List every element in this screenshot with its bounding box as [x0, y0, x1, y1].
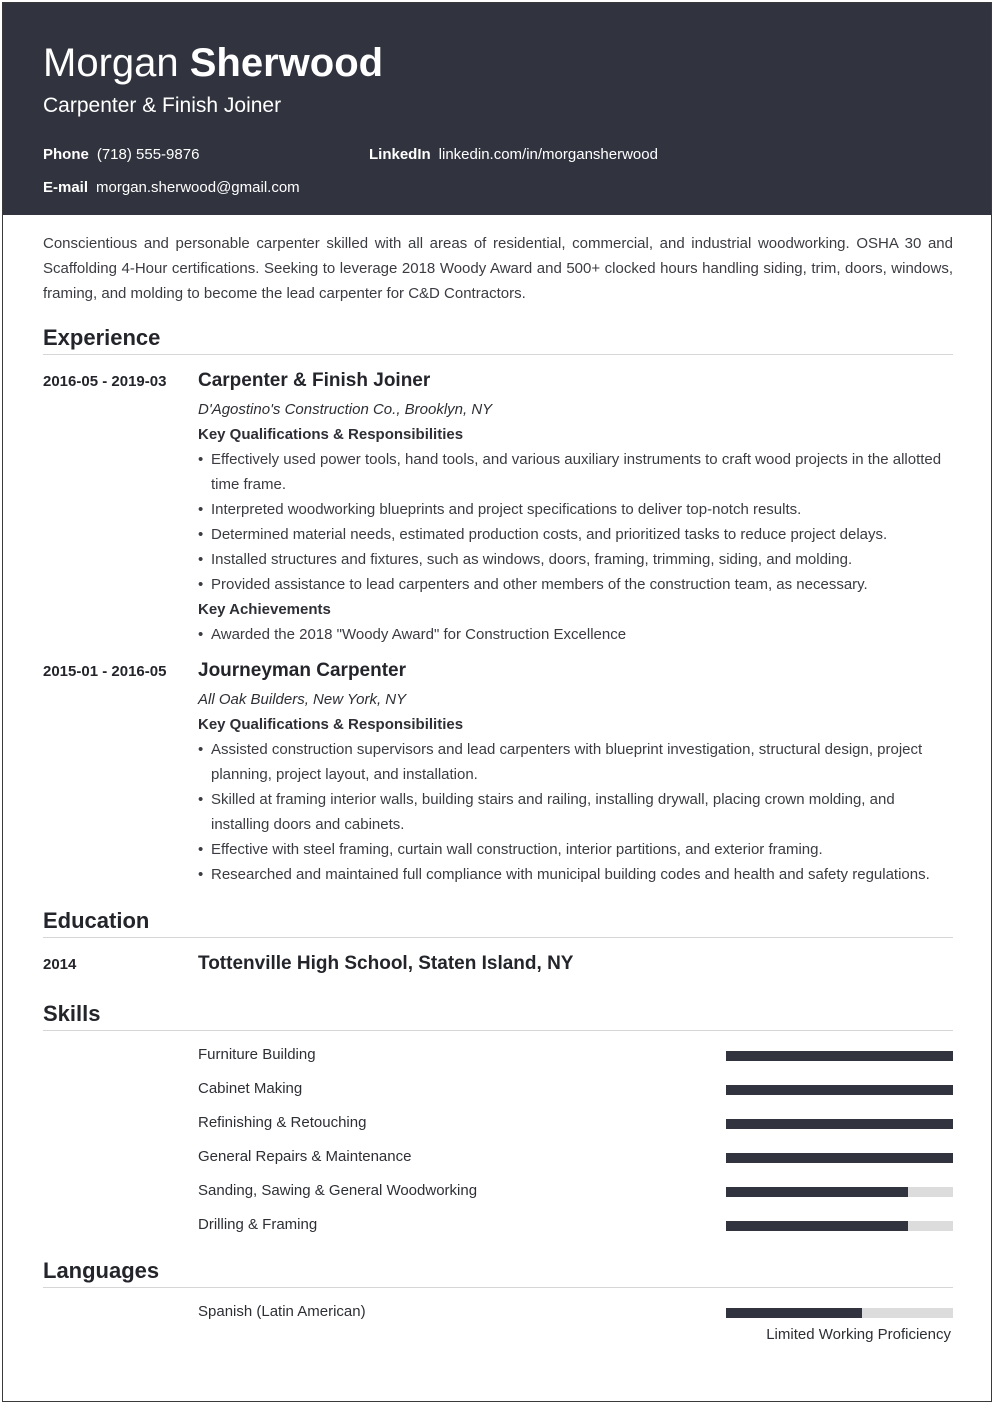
- job-entry: [198, 657, 953, 887]
- skill-name: Furniture Building: [198, 1046, 316, 1063]
- skill-name: Drilling & Framing: [198, 1216, 318, 1233]
- job-title: Journeyman Carpenter: [198, 660, 407, 681]
- list-item: • Provided assistance to lead carpenters and other members of the construction team, as necessary.: [198, 572, 953, 597]
- skill-row: [198, 1113, 953, 1133]
- skill-level-bar: [726, 1119, 953, 1129]
- contact-email: [43, 178, 300, 198]
- skill-level-fill: [726, 1153, 953, 1163]
- bullet-icon: •: [198, 576, 204, 593]
- language-level-bar: [726, 1308, 953, 1318]
- list-item: • Effectively used power tools, hand tools, and various auxiliary instruments to craft wood projects in the allotted time frame.: [198, 447, 953, 497]
- list-item: • Skilled at framing interior walls, building stairs and railing, installing drywall, placing crown molding, and installing doors and cabinets.: [198, 787, 953, 837]
- bullet-icon: •: [198, 741, 204, 758]
- languages-heading: Languages: [43, 1257, 953, 1288]
- job-title: Carpenter & Finish Joiner: [198, 370, 431, 391]
- list-item: • Effective with steel framing, curtain wall construction, interior partitions, and exterior framing.: [198, 837, 953, 862]
- achievements-list: [198, 622, 953, 647]
- list-item: • Interpreted woodworking blueprints and project specifications to deliver top-notch results.: [198, 497, 953, 522]
- list-item: • Researched and maintained full compliance with municipal building codes and health and safety regulations.: [198, 862, 953, 887]
- skill-level-bar: [726, 1051, 953, 1061]
- resume-page: [2, 2, 992, 1402]
- bullet-icon: •: [198, 841, 204, 858]
- language-proficiency: Limited Working Proficiency: [766, 1326, 951, 1343]
- list-item: • Determined material needs, estimated production costs, and prioritized tasks to reduce project delays.: [198, 522, 953, 547]
- skill-level-fill: [726, 1085, 953, 1095]
- skill-row: [198, 1147, 953, 1167]
- skill-row: [198, 1215, 953, 1235]
- skill-row: [198, 1079, 953, 1099]
- bullet-icon: •: [198, 501, 204, 518]
- contact-phone: [43, 145, 199, 165]
- job-company: D'Agostino's Construction Co., Brooklyn, NY: [198, 401, 493, 418]
- bullet-icon: •: [198, 551, 204, 568]
- skill-level-fill: [726, 1051, 953, 1061]
- qualifications-heading: Key Qualifications & Responsibilities: [198, 426, 464, 443]
- skill-level-bar: [726, 1221, 953, 1231]
- first-name: Morgan: [43, 41, 179, 85]
- list-item: • Installed structures and fixtures, such as windows, doors, framing, trimming, siding, and molding.: [198, 547, 953, 572]
- experience-heading: Experience: [43, 324, 953, 355]
- resume-header: [3, 3, 991, 215]
- summary-paragraph: Conscientious and personable carpenter skilled with all areas of residential, commercial, and industrial woodworking. OSHA 30 and Scaffolding 4-Hour certifications. Seeking to leverage 2018 Woody Award and 500+ clocked hours handling siding, trim, doors, windows, framing, and molding to become the lead carpenter for C&D Contractors.: [43, 235, 953, 302]
- last-name: Sherwood: [189, 41, 384, 85]
- achievements-heading: Key Achievements: [198, 601, 331, 618]
- linkedin-link[interactable]: linkedin.com/in/morgansherwood: [438, 146, 658, 163]
- qualifications-heading: Key Qualifications & Responsibilities: [198, 716, 464, 733]
- list-item: • Assisted construction supervisors and lead carpenters with blueprint investigation, structural design, project planning, project layout, and installation.: [198, 737, 953, 787]
- bullet-icon: •: [198, 526, 204, 543]
- skill-row: [198, 1181, 953, 1201]
- skill-name: Refinishing & Retouching: [198, 1114, 367, 1131]
- skill-level-bar: [726, 1085, 953, 1095]
- phone-value: (718) 555-9876: [96, 146, 200, 163]
- skill-level-bar: [726, 1187, 953, 1197]
- skill-level-fill: [726, 1187, 908, 1197]
- language-row: [198, 1302, 953, 1322]
- email-label: E-mail: [43, 179, 89, 196]
- job-dates: 2016-05 - 2019-03: [43, 373, 167, 390]
- education-school: Tottenville High School, Staten Island, NY: [198, 953, 574, 974]
- list-item: • Awarded the 2018 "Woody Award" for Construction Excellence: [198, 622, 953, 647]
- qualifications-list: [198, 447, 953, 597]
- education-year: 2014: [43, 956, 77, 973]
- skill-row: [198, 1045, 953, 1065]
- email-link[interactable]: morgan.sherwood@gmail.com: [96, 179, 300, 196]
- phone-label: Phone: [43, 146, 89, 163]
- job-dates: 2015-01 - 2016-05: [43, 663, 167, 680]
- language-level-fill: [726, 1308, 862, 1318]
- skill-name: Cabinet Making: [198, 1080, 303, 1097]
- skills-heading: Skills: [43, 1000, 953, 1031]
- contact-linkedin: [369, 145, 658, 165]
- skill-name: Sanding, Sawing & General Woodworking: [198, 1182, 478, 1199]
- bullet-icon: •: [198, 791, 204, 808]
- qualifications-list: [198, 737, 953, 887]
- education-heading: Education: [43, 907, 953, 938]
- skill-name: General Repairs & Maintenance: [198, 1148, 412, 1165]
- job-company: All Oak Builders, New York, NY: [198, 691, 407, 708]
- bullet-icon: •: [198, 451, 204, 468]
- candidate-title: Carpenter & Finish Joiner: [43, 94, 282, 117]
- job-entry: [198, 367, 953, 647]
- skill-level-fill: [726, 1221, 908, 1231]
- language-name: Spanish (Latin American): [198, 1303, 366, 1320]
- skill-level-bar: [726, 1153, 953, 1163]
- linkedin-label: LinkedIn: [369, 146, 431, 163]
- candidate-name: [43, 39, 383, 87]
- bullet-icon: •: [198, 866, 204, 883]
- skill-level-fill: [726, 1119, 953, 1129]
- bullet-icon: •: [198, 626, 204, 643]
